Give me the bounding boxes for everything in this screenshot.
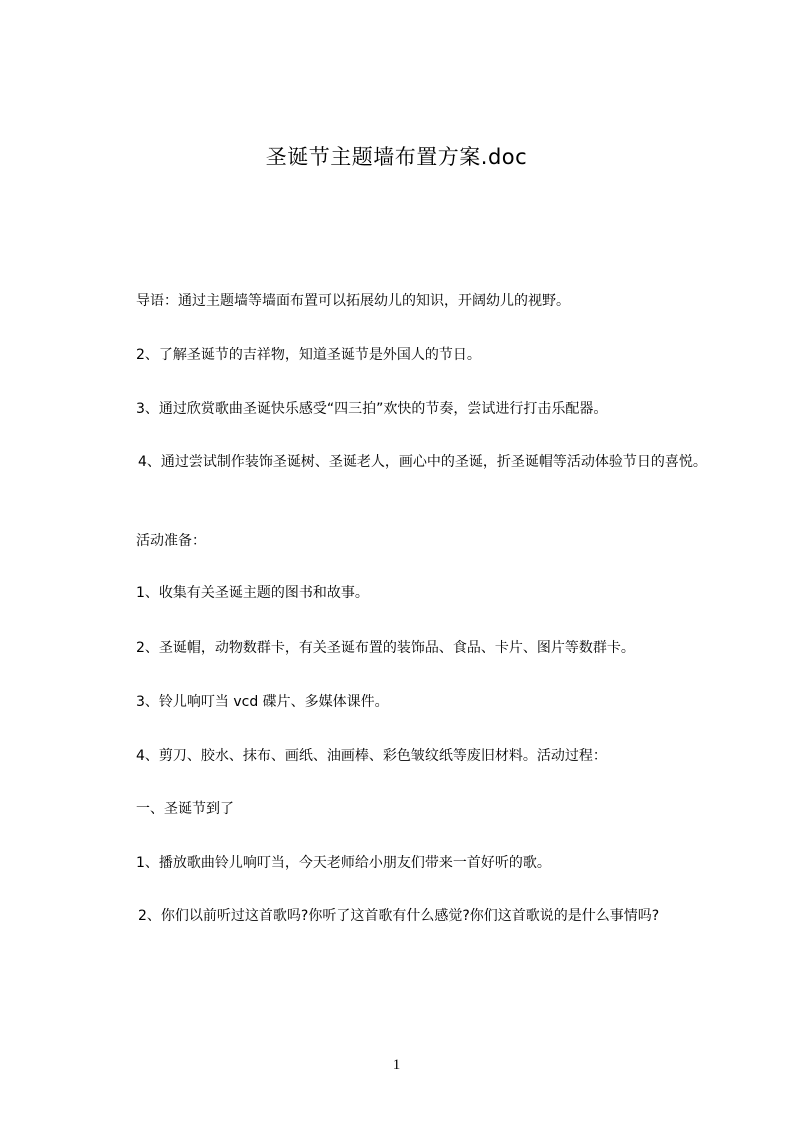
paragraph-process-1: 1、播放歌曲铃儿响叮当，今天老师给小朋友们带来一首好听的歌。 bbox=[136, 855, 551, 871]
paragraph-intro: 导语：通过主题墙等墙面布置可以拓展幼儿的知识，开阔幼儿的视野。 bbox=[136, 293, 570, 309]
paragraph-prep-3: 3、铃儿响叮当 vcd 碟片、多媒体课件。 bbox=[136, 694, 389, 710]
paragraph-prep-1: 1、收集有关圣诞主题的图书和故事。 bbox=[136, 585, 369, 601]
paragraph-goal-2: 2、了解圣诞节的吉祥物，知道圣诞节是外国人的节日。 bbox=[136, 347, 481, 363]
paragraph-goal-4: 4、通过尝试制作装饰圣诞树、圣诞老人，画心中的圣诞，折圣诞帽等活动体验节日的喜悦。 bbox=[138, 454, 707, 470]
paragraph-goal-3: 3、通过欣赏歌曲圣诞快乐感受“四三拍”欢快的节奏，尝试进行打击乐配器。 bbox=[136, 401, 608, 417]
paragraph-section-heading: 一、圣诞节到了 bbox=[136, 801, 234, 817]
paragraph-process-2: 2、你们以前听过这首歌吗?你听了这首歌有什么感觉?你们这首歌说的是什么事情吗? bbox=[138, 908, 660, 924]
paragraph-prep-2: 2、圣诞帽，动物数群卡，有关圣诞布置的装饰品、食品、卡片、图片等数群卡。 bbox=[136, 640, 635, 656]
document-title: 圣诞节主题墙布置方案.doc bbox=[265, 145, 528, 169]
paragraph-preparation-heading: 活动准备： bbox=[136, 533, 206, 549]
page-number: 1 bbox=[392, 1057, 401, 1073]
paragraph-prep-4: 4、剪刀、胶水、抹布、画纸、油画棒、彩色皱纹纸等废旧材料。活动过程： bbox=[136, 748, 607, 764]
